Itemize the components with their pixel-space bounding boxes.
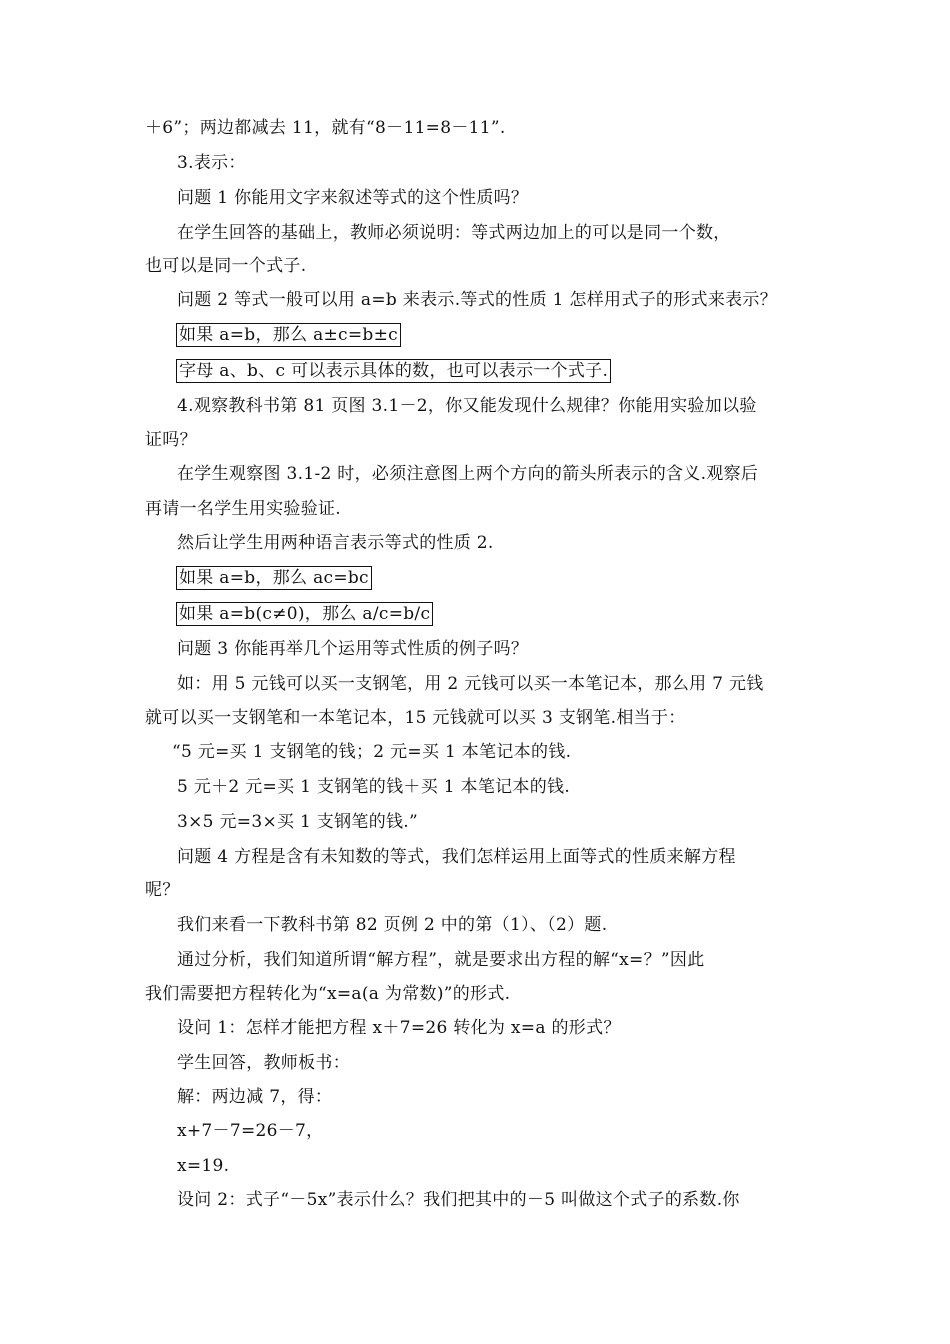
text-line: 通过分析，我们知道所谓“解方程”，就是要求出方程的解“x=？”因此 bbox=[177, 950, 705, 970]
text-line: 再请一名学生用实验验证. bbox=[145, 499, 342, 519]
text-line: 在学生回答的基础上，教师必须说明：等式两边加上的可以是同一个数， bbox=[177, 223, 731, 243]
text-line: 设问 2：式子“－5x”表示什么？我们把其中的－5 叫做这个式子的系数.你 bbox=[177, 1190, 740, 1210]
text-line: 设问 1：怎样才能把方程 x＋7=26 转化为 x=a 的形式？ bbox=[177, 1018, 621, 1038]
text-line: 问题 4 方程是含有未知数的等式，我们怎样运用上面等式的性质来解方程 bbox=[177, 847, 736, 867]
text-line: 我们需要把方程转化为“x=a(a 为常数)”的形式. bbox=[145, 984, 511, 1004]
text-line: “5 元=买 1 支钢笔的钱；2 元=买 1 本笔记本的钱. bbox=[172, 742, 572, 762]
equation-line: x+7－7=26－7， bbox=[177, 1121, 324, 1141]
text-line: 就可以买一支钢笔和一本笔记本，15 元钱就可以买 3 支钢笔.相当于： bbox=[145, 708, 686, 728]
formula-box: 如果 a=b，那么 a±c=b±c bbox=[176, 323, 401, 347]
text-line: 如：用 5 元钱可以买一支钢笔，用 2 元钱可以买一本笔记本，那么用 7 元钱 bbox=[177, 674, 764, 694]
text-line: 在学生观察图 3.1-2 时，必须注意图上两个方向的箭头所表示的含义.观察后 bbox=[177, 464, 759, 484]
text-line: 3×5 元=3×买 1 支钢笔的钱.” bbox=[177, 812, 419, 832]
text-line: 学生回答，教师板书： bbox=[177, 1053, 350, 1073]
formula-box: 如果 a=b(c≠0)，那么 a/c=b/c bbox=[176, 602, 433, 626]
text-line: 问题 2 等式一般可以用 a=b 来表示.等式的性质 1 怎样用式子的形式来表示？ bbox=[177, 290, 778, 310]
text-line: ＋6”；两边都减去 11，就有“8－11=8－11”. bbox=[145, 118, 506, 138]
text-line: 也可以是同一个式子. bbox=[145, 256, 307, 276]
equation-line: x=19. bbox=[177, 1156, 230, 1176]
text-line: 我们来看一下教科书第 82 页例 2 中的第（1）、（2）题. bbox=[177, 915, 608, 935]
text-line: 问题 3 你能再举几个运用等式性质的例子吗？ bbox=[177, 639, 529, 659]
text-line: 呢？ bbox=[145, 880, 180, 900]
text-line: 5 元＋2 元=买 1 支钢笔的钱＋买 1 本笔记本的钱. bbox=[177, 777, 571, 797]
text-line: 证吗？ bbox=[145, 430, 197, 450]
text-line: 问题 1 你能用文字来叙述等式的这个性质吗？ bbox=[177, 188, 529, 208]
section-heading: 4.观察教科书第 81 页图 3.1－2，你又能发现什么规律？你能用实验加以验 bbox=[177, 396, 757, 416]
text-line: 解：两边减 7，得： bbox=[177, 1087, 333, 1107]
text-line: 然后让学生用两种语言表示等式的性质 2. bbox=[177, 533, 494, 553]
section-heading: 3.表示： bbox=[177, 153, 246, 173]
formula-box: 字母 a、b、c 可以表示具体的数，也可以表示一个式子. bbox=[176, 359, 611, 383]
formula-box: 如果 a=b，那么 ac=bc bbox=[176, 566, 372, 590]
